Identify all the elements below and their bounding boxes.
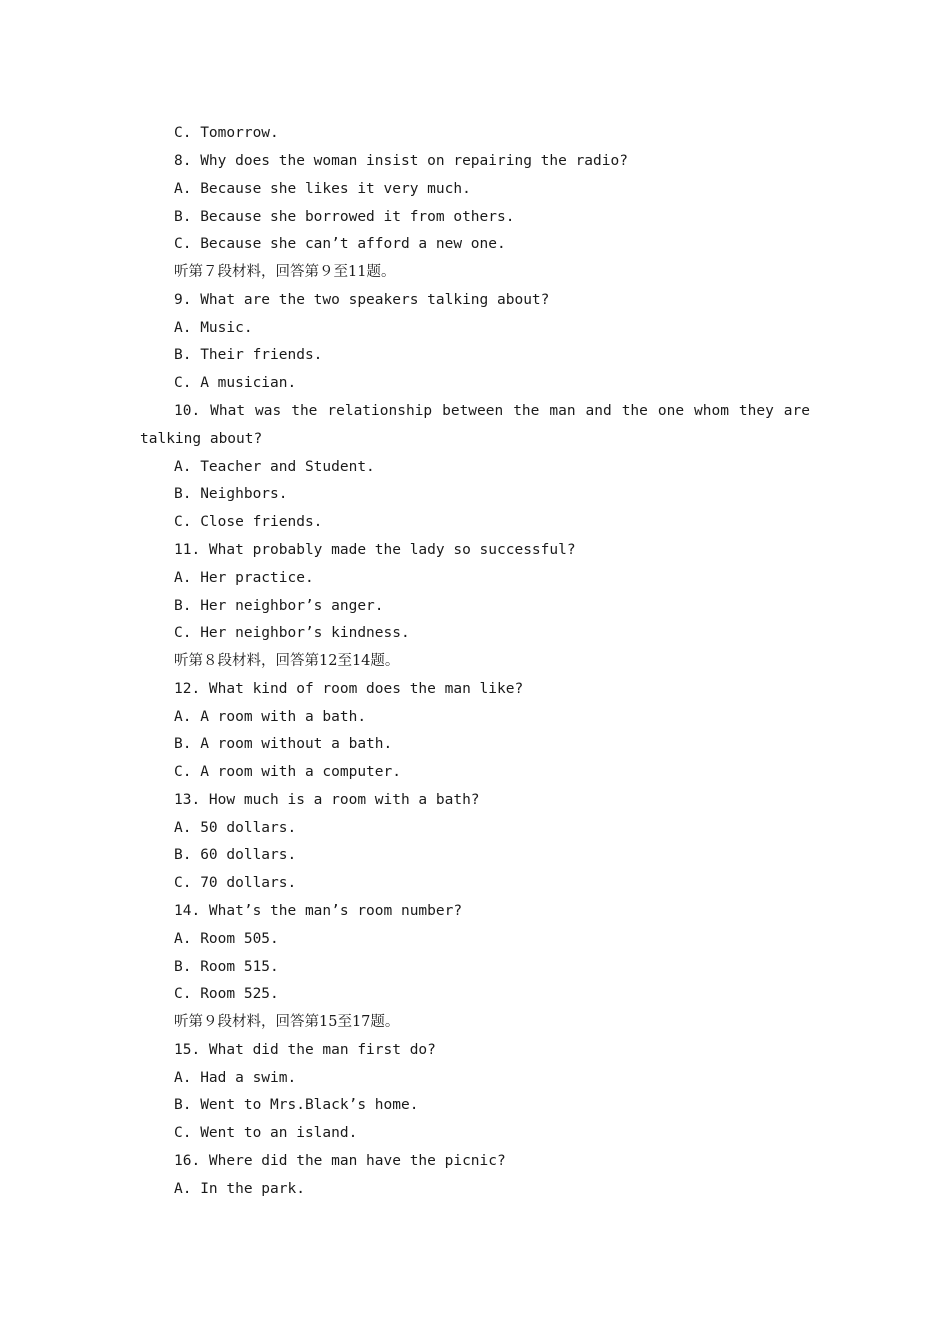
option-10b: B. Neighbors. — [174, 486, 288, 502]
option-12a: A. A room with a bath. — [174, 709, 367, 725]
option-16a: A. In the park. — [174, 1181, 305, 1197]
option-11a: A. Her practice. — [174, 570, 314, 586]
option-11c: C. Her neighbor’s kindness. — [174, 625, 410, 641]
option-8a: A. Because she likes it very much. — [174, 181, 471, 197]
question-12: 12. What kind of room does the man like? — [174, 681, 524, 697]
option-13b: B. 60 dollars. — [174, 847, 297, 863]
question-13: 13. How much is a room with a bath? — [174, 792, 480, 808]
option-9c: C. A musician. — [174, 375, 297, 391]
option-12c: C. A room with a computer. — [174, 764, 401, 780]
option-15b: B. Went to Mrs.Black’s home. — [174, 1097, 419, 1113]
option-7c: C. Tomorrow. — [174, 125, 279, 141]
section-heading-9: 听第９段材料，回答第15至17题。 — [174, 1014, 400, 1030]
question-10: 10. What was the relationship between the man and the one whom they are — [174, 403, 810, 419]
question-16: 16. Where did the man have the picnic? — [174, 1153, 506, 1169]
question-11: 11. What probably made the lady so successful? — [174, 542, 576, 558]
option-9a: A. Music. — [174, 320, 253, 336]
option-14c: C. Room 525. — [174, 986, 279, 1002]
question-15: 15. What did the man first do? — [174, 1042, 436, 1058]
option-14a: A. Room 505. — [174, 931, 279, 947]
option-13c: C. 70 dollars. — [174, 875, 297, 891]
option-8b: B. Because she borrowed it from others. — [174, 209, 515, 225]
question-9: 9. What are the two speakers talking about? — [174, 292, 550, 308]
option-14b: B. Room 515. — [174, 959, 279, 975]
option-9b: B. Their friends. — [174, 347, 323, 363]
option-11b: B. Her neighbor’s anger. — [174, 598, 384, 614]
section-heading-7: 听第７段材料，回答第９至11题。 — [174, 264, 396, 280]
option-15a: A. Had a swim. — [174, 1070, 297, 1086]
question-10-continued: talking about? — [140, 431, 263, 447]
option-10c: C. Close friends. — [174, 514, 323, 530]
option-15c: C. Went to an island. — [174, 1125, 358, 1141]
option-10a: A. Teacher and Student. — [174, 459, 375, 475]
question-8: 8. Why does the woman insist on repairing the radio? — [174, 153, 628, 169]
section-heading-8: 听第８段材料，回答第12至14题。 — [174, 653, 400, 669]
option-13a: A. 50 dollars. — [174, 820, 297, 836]
question-14: 14. What’s the man’s room number? — [174, 903, 463, 919]
option-12b: B. A room without a bath. — [174, 736, 393, 752]
option-8c: C. Because she can’t afford a new one. — [174, 236, 506, 252]
